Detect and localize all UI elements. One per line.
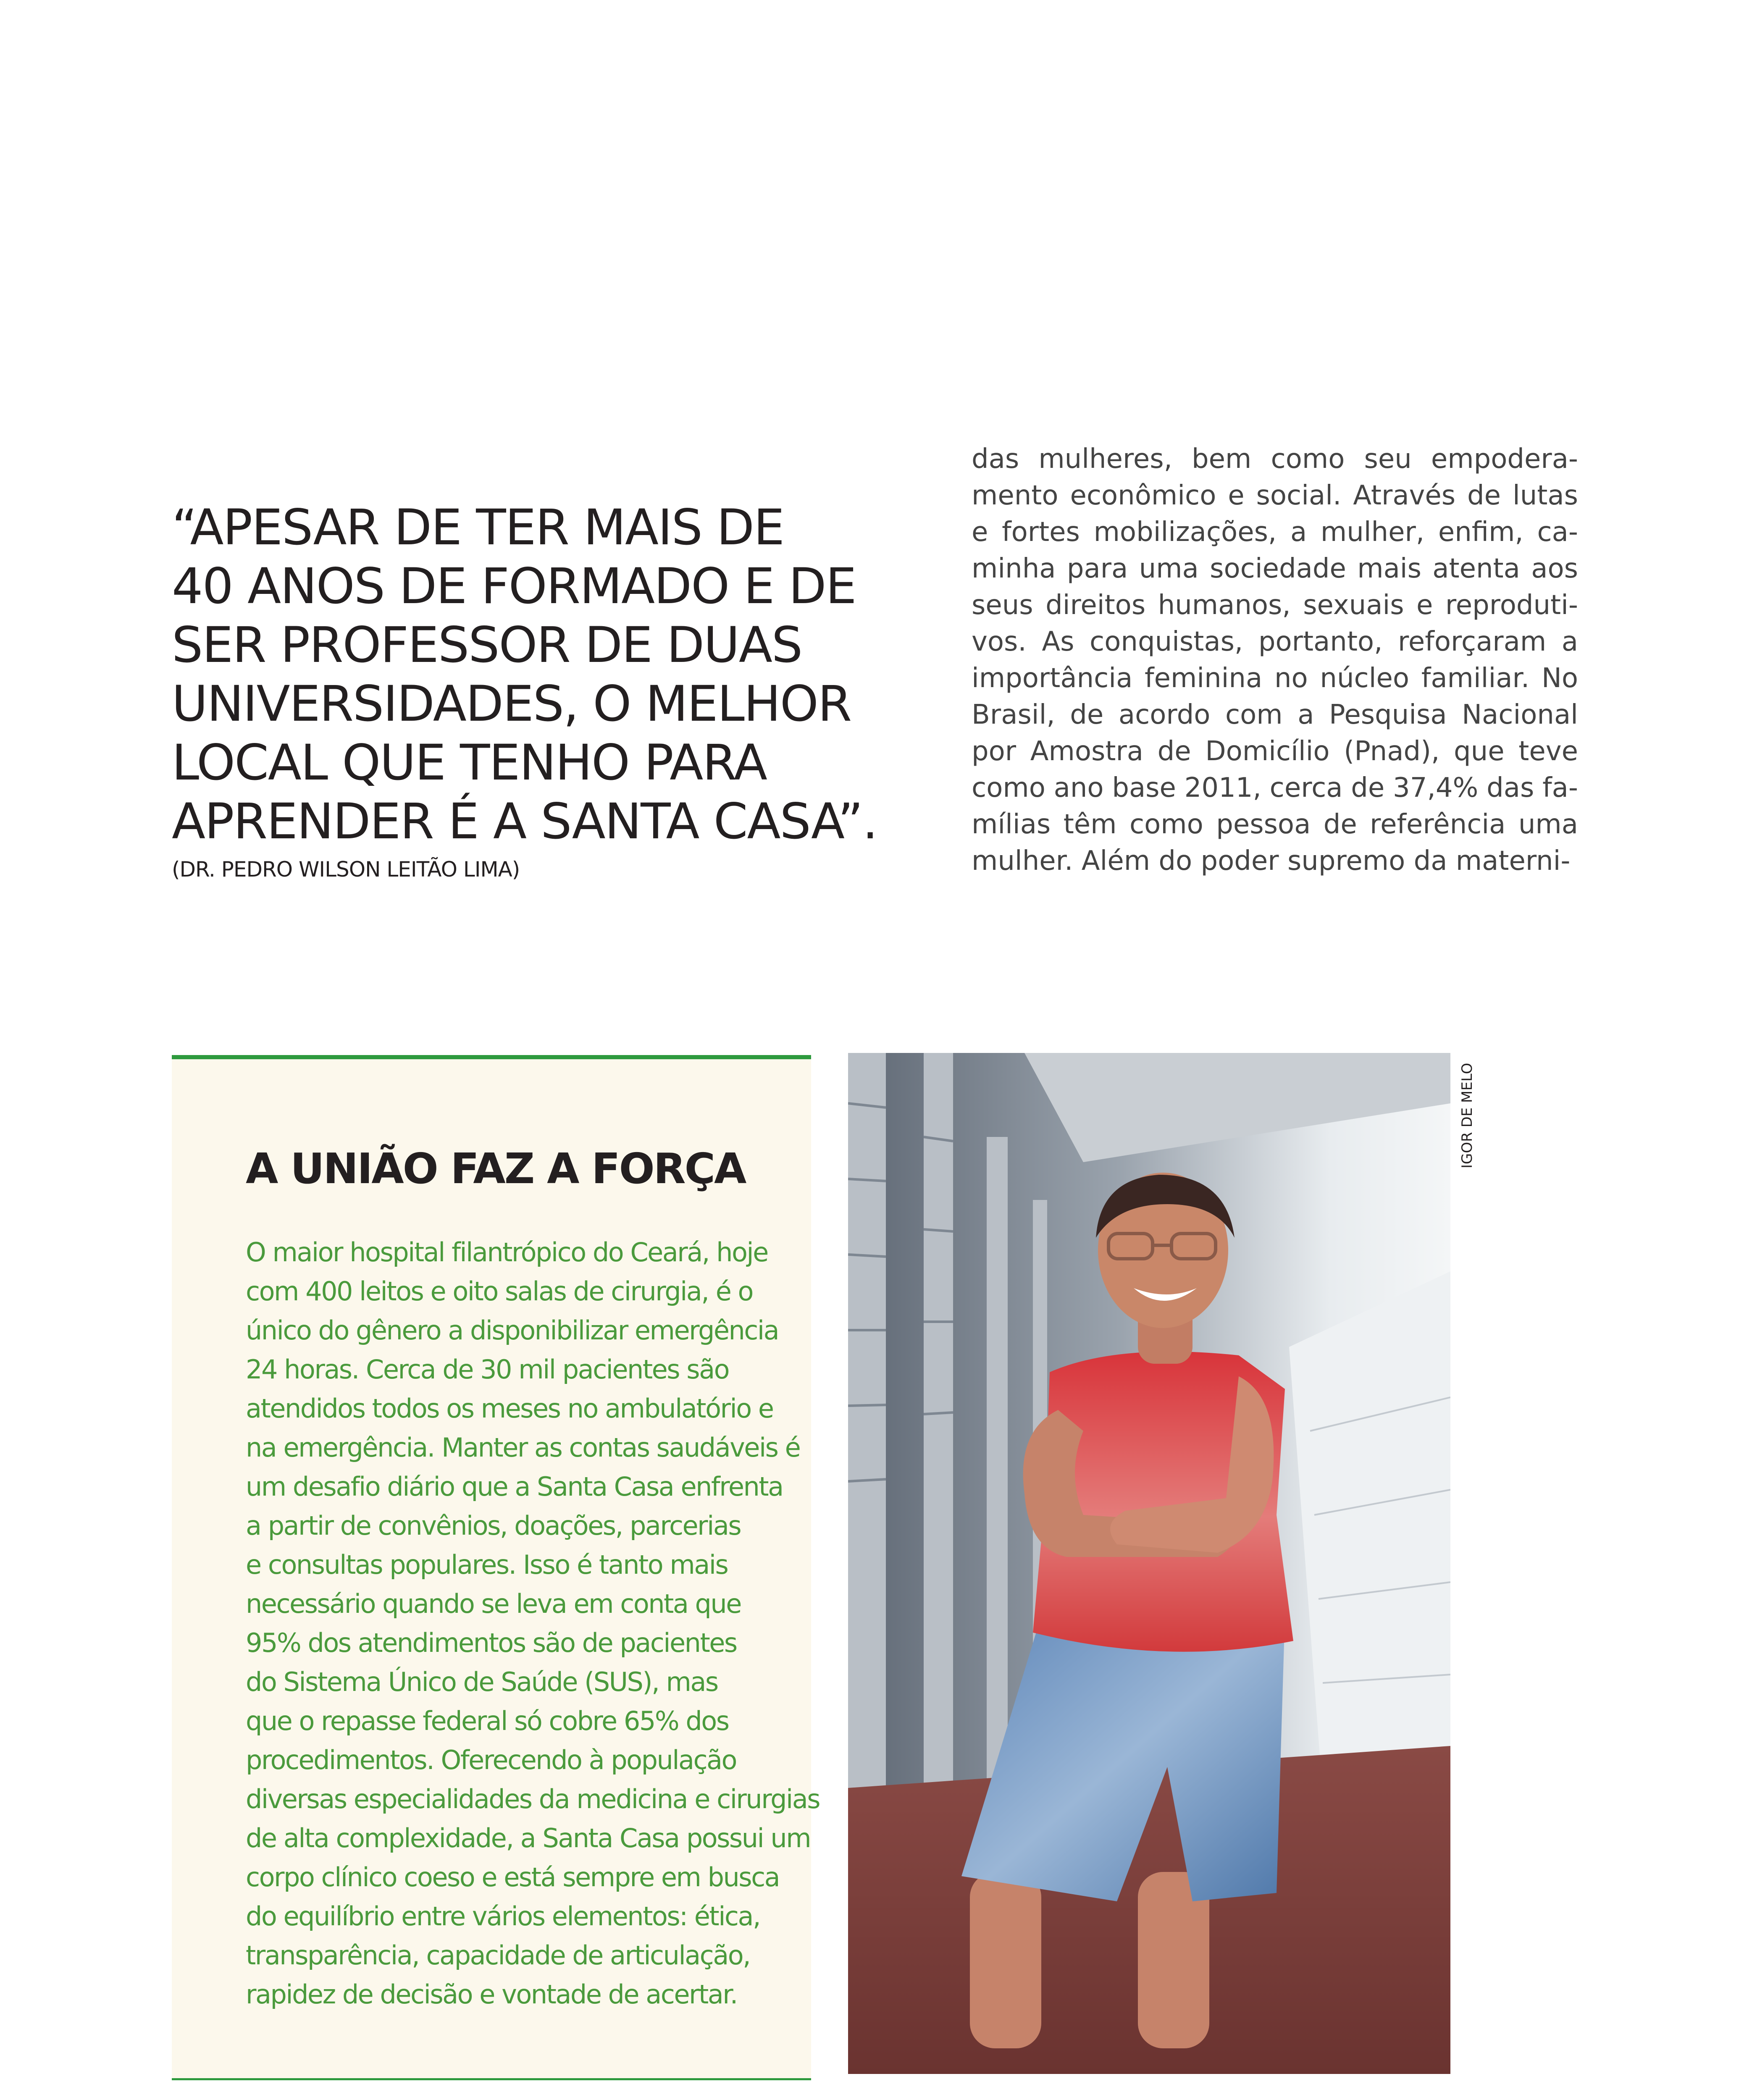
pull-quote-line: “APESAR DE TER MAIS DE (172, 499, 784, 556)
body-text-line (972, 697, 1578, 733)
body-word: das (972, 444, 1019, 475)
body-word: mílias (972, 809, 1051, 840)
sidebar-text-line: um desafio diário que a Santa Casa enfrenta (246, 1471, 783, 1502)
sidebar-text-line: do equilíbrio entre vários elementos: ética, (246, 1901, 760, 1932)
body-text-line (972, 770, 1578, 806)
pull-quote-line: SER PROFESSOR DE DUAS (172, 616, 802, 674)
body-word: 37,4% (1393, 772, 1479, 803)
portrait-photo (848, 1053, 1450, 2074)
body-text-line (972, 733, 1578, 770)
body-word: atenta (1432, 553, 1520, 584)
pull-quote (172, 498, 877, 851)
body-word: mento (972, 480, 1059, 511)
body-word: a (1298, 699, 1314, 730)
sidebar-text-line: rapidez de decisão e vontade de acertar. (246, 1979, 737, 2010)
body-word: econômico (1070, 480, 1216, 511)
body-word: sexuais (1303, 590, 1404, 621)
portrait-photo-illustration (848, 1053, 1450, 2074)
body-word: minha (972, 553, 1056, 584)
body-word: de (1157, 736, 1191, 767)
body-word: supremo (1279, 845, 1405, 877)
body-word: acordo (1118, 699, 1211, 730)
body-word: como (1129, 809, 1203, 840)
body-word: Pesquisa (1329, 699, 1447, 730)
sidebar-box (172, 1055, 820, 2080)
body-word: e (972, 517, 988, 548)
body-word: do (1150, 845, 1193, 877)
body-text-line (972, 624, 1578, 660)
body-word: de (1467, 480, 1501, 511)
sidebar-text-line: corpo clínico coeso e está sempre em busca (246, 1862, 780, 1893)
body-word: seu (1364, 444, 1412, 475)
pull-quote-line: APRENDER É A SANTA CASA”. (172, 793, 877, 850)
body-word: 2011, (1184, 772, 1261, 803)
body-word: Através (1353, 480, 1456, 511)
body-text-line (972, 514, 1578, 551)
body-word: Nacional (1462, 699, 1578, 730)
sidebar-text-line: 24 horas. Cerca de 30 mil pacientes são (246, 1354, 729, 1385)
body-word: no (1274, 663, 1308, 694)
sidebar-text-line: 95% dos atendimentos são de pacientes (246, 1628, 737, 1658)
body-word: Amostra (1030, 736, 1143, 767)
body-word: reforçaram (1398, 626, 1547, 657)
body-word: mulher. (972, 845, 1073, 877)
body-word: conquistas, (1090, 626, 1243, 657)
sidebar-text-line: e consultas populares. Isso é tanto mais (246, 1549, 728, 1580)
body-word: mulher, (1320, 517, 1425, 548)
sidebar-text-line: necessário quando se leva em conta que (246, 1588, 741, 1619)
body-word: (Pnad), (1344, 736, 1440, 767)
body-word: da (1405, 845, 1447, 877)
body-word: ca- (1537, 517, 1578, 548)
body-word: a (1561, 626, 1578, 657)
body-text-line (972, 843, 1578, 879)
sidebar-text-line: transparência, capacidade de articulação, (246, 1940, 750, 1971)
body-word: importância (972, 663, 1133, 694)
body-word: mulheres, (1038, 444, 1172, 475)
quote-attribution: (DR. PEDRO WILSON LEITÃO LIMA) (172, 857, 520, 882)
sidebar-text-line: O maior hospital filantrópico do Ceará, hoje (246, 1237, 768, 1268)
body-word: empodera- (1431, 444, 1578, 475)
body-word: sociedade (1210, 553, 1346, 584)
pull-quote-line: LOCAL QUE TENHO PARA (172, 734, 767, 791)
body-text-column (972, 441, 1578, 879)
pull-quote-line: 40 ANOS DE FORMADO E DE (172, 557, 856, 615)
body-text-line (972, 660, 1578, 697)
body-text-line (972, 551, 1578, 587)
body-word: No (1541, 663, 1578, 694)
body-word: familiar. (1421, 663, 1530, 694)
body-word: poder (1192, 845, 1279, 877)
body-word: aos (1531, 553, 1578, 584)
sidebar-text-line: que o repasse federal só cobre 65% dos (246, 1706, 729, 1736)
body-word: pessoa (1216, 809, 1311, 840)
body-text-line (972, 806, 1578, 843)
body-word: que (1454, 736, 1505, 767)
body-word: e (1228, 480, 1245, 511)
body-word: núcleo (1320, 663, 1410, 694)
body-word: mais (1357, 553, 1421, 584)
body-word: direitos (1045, 590, 1146, 621)
sidebar-text-line: do Sistema Único de Saúde (SUS), mas (246, 1667, 718, 1697)
body-word: teve (1518, 736, 1578, 767)
sidebar-text-line: de alta complexidade, a Santa Casa possui um (246, 1823, 811, 1853)
body-word: fa- (1542, 772, 1578, 803)
body-word: fortes (1002, 517, 1080, 548)
body-word: mobilizações, (1093, 517, 1277, 548)
body-word: materni- (1447, 845, 1571, 877)
sidebar-text-line: na emergência. Manter as contas saudáveis é (246, 1432, 800, 1463)
body-word: como (972, 772, 1045, 803)
sidebar-title: A UNIÃO FAZ A FORÇA (246, 1144, 746, 1193)
body-word: têm (1063, 809, 1117, 840)
body-word: vos. (972, 626, 1027, 657)
body-word: de (1070, 699, 1104, 730)
body-word: lutas (1512, 480, 1578, 511)
body-text-line (972, 478, 1578, 514)
body-word: Domicílio (1205, 736, 1330, 767)
sidebar-text-line: a partir de convênios, doações, parcerias (246, 1510, 741, 1541)
body-word: de (1323, 809, 1357, 840)
body-text-line (972, 441, 1578, 478)
sidebar-text-line: diversas especialidades da medicina e cirurgias (246, 1784, 820, 1814)
body-word: As (1042, 626, 1074, 657)
body-word: uma (1518, 809, 1578, 840)
sidebar-text-line: único do gênero a disponibilizar emergência (246, 1315, 779, 1346)
body-word: Além (1073, 845, 1150, 877)
photo-credit-text: IGOR DE MELO (1459, 1063, 1476, 1168)
body-word: seus (972, 590, 1033, 621)
body-word: feminina (1145, 663, 1263, 694)
body-word: bem (1192, 444, 1252, 475)
body-word: reproduti- (1445, 590, 1578, 621)
body-text-line (972, 587, 1578, 624)
body-word: e (1416, 590, 1433, 621)
body-word: base (1112, 772, 1176, 803)
sidebar-text-line: atendidos todos os meses no ambulatório e (246, 1393, 773, 1424)
body-word: por (972, 736, 1017, 767)
body-word: referência (1370, 809, 1506, 840)
body-word: portanto, (1258, 626, 1383, 657)
sidebar-text-line: procedimentos. Oferecendo à população (246, 1745, 736, 1775)
body-word: para (1066, 553, 1128, 584)
sidebar-text (246, 1233, 820, 2014)
sidebar-text-line: com 400 leitos e oito salas de cirurgia, é o (246, 1276, 753, 1307)
body-word: como (1271, 444, 1345, 475)
body-word: Brasil, (972, 699, 1055, 730)
body-word: com (1225, 699, 1283, 730)
pull-quote-line: UNIVERSIDADES, O MELHOR (172, 675, 851, 732)
body-word: cerca (1269, 772, 1343, 803)
photo-credit (1457, 1055, 1478, 1168)
body-word: social. (1256, 480, 1342, 511)
body-word: enfim, (1438, 517, 1523, 548)
body-word: das (1487, 772, 1534, 803)
body-word: ano (1053, 772, 1104, 803)
body-word: de (1351, 772, 1385, 803)
body-word: uma (1139, 553, 1199, 584)
body-word: humanos, (1158, 590, 1291, 621)
body-word: a (1290, 517, 1307, 548)
